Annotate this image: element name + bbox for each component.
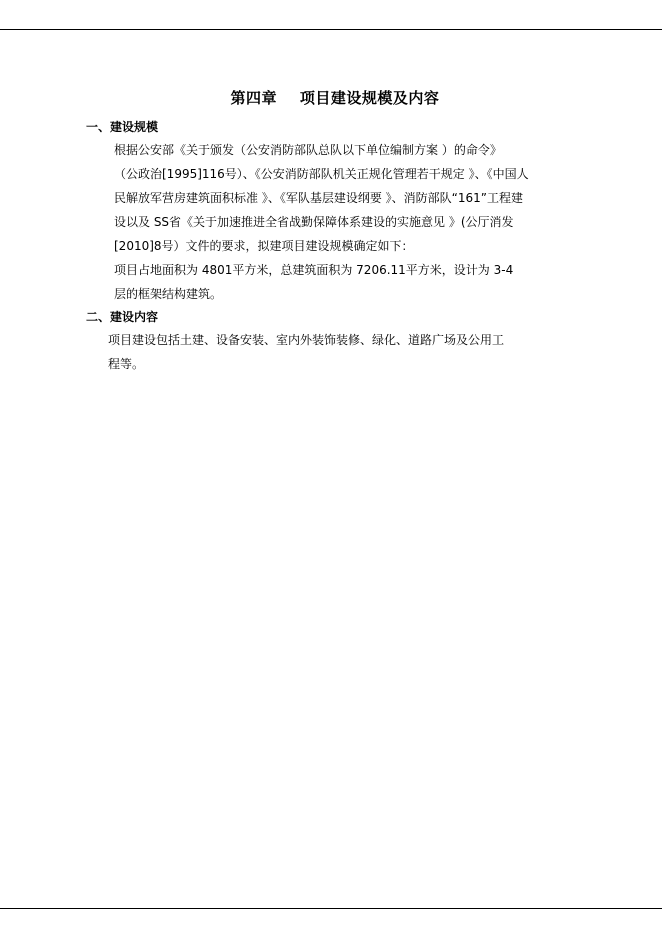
- text-line: 项目建设包括土建、设备安装、室内外装饰装修、绿化、道路广场及公用工: [108, 333, 505, 347]
- paragraph-regulations: [86, 138, 570, 258]
- header-rule: [0, 29, 662, 30]
- chapter-title: 第四章 项目建设规模及内容: [230, 89, 440, 107]
- section-scale: [86, 116, 570, 306]
- paragraph-area: [86, 258, 570, 306]
- text-line: （公政治[1995]116号）、《公安消防部队机关正规化管理若干规定 》、《中国人: [114, 167, 529, 181]
- text-line: 民解放军营房建筑面积标准 》、《军队基层建设纲要 》、消防部队“161”工程建: [114, 191, 523, 205]
- text-line: 程等。: [108, 357, 145, 371]
- paragraph-construction-items: [86, 328, 570, 376]
- footer-rule: [0, 908, 662, 909]
- text-line: 项目占地面积为 4801平方米，总建筑面积为 7206.11平方米，设计为 3-4: [114, 263, 514, 277]
- section-heading-content: 二、建设内容: [86, 310, 159, 324]
- text-line: 根据公安部《关于颁发（公安消防部队总队以下单位编制方案 ）的命令》: [114, 143, 502, 157]
- text-line: 设以及 SS省《关于加速推进全省战勤保障体系建设的实施意见 》(公厅消发: [114, 215, 514, 229]
- section-heading-scale: 一、建设规模: [86, 120, 159, 134]
- document-body: [86, 84, 570, 376]
- text-line: [2010]8号）文件的要求，拟建项目建设规模确定如下：: [114, 239, 414, 253]
- text-line: 层的框架结构建筑。: [114, 287, 223, 301]
- section-content: [86, 306, 570, 376]
